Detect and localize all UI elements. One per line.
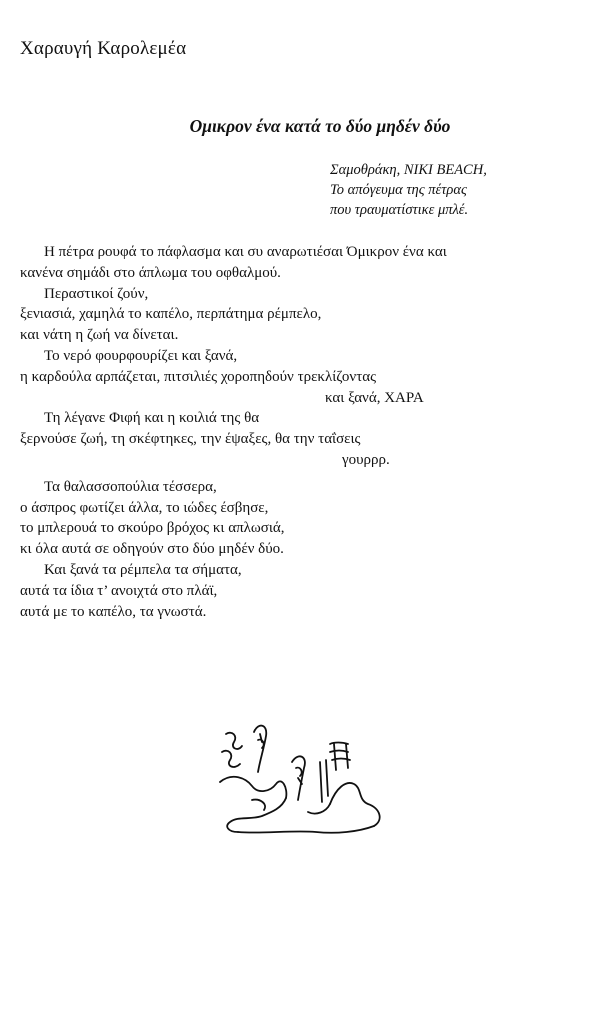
poem-line: Τη λέγανε Φιφή και η κοιλιά της θα bbox=[44, 410, 260, 427]
poem-title: Ομικρον ένα κατά το δύο μηδέν δύο bbox=[189, 116, 451, 136]
poem-line: η καρδούλα αρπάζεται, πιτσιλιές χοροπηδούν τρεκλίζοντας bbox=[20, 368, 377, 385]
dedication-line: Σαμοθράκη, NIKI BEACH, bbox=[330, 162, 487, 178]
dedication-block bbox=[330, 160, 487, 220]
poem-line: και ξανά, ΧΑΡΑ bbox=[325, 389, 424, 406]
poem-line: Περαστικοί ζούν, bbox=[44, 285, 149, 302]
poem-line: ξενιασιά, χαμηλά το καπέλο, περπάτημα ρέμπελο, bbox=[20, 306, 322, 323]
dedication-line: που τραυματίστικε μπλέ. bbox=[330, 202, 469, 218]
sketch-drawing-icon bbox=[212, 712, 392, 842]
poem-line: και νάτη η ζωή να δίνεται. bbox=[20, 327, 179, 344]
poem-line: Τα θαλασσοπούλια τέσσερα, bbox=[44, 478, 217, 495]
poem-line: αυτά τα ίδια τ’ ανοιχτά στο πλάϊ, bbox=[20, 582, 218, 599]
poem-line: ξερνούσε ζωή, τη σκέφτηκες, την έψαξες, θα την ταΐσεις bbox=[20, 431, 361, 448]
poem-line: κανένα σημάδι στο άπλωμα του οφθαλμού. bbox=[20, 264, 281, 281]
dedication-line: Το απόγευμα της πέτρας bbox=[330, 182, 467, 198]
poem-line: αυτά με το καπέλο, τα γνωστά. bbox=[20, 603, 207, 620]
author-name: Χαραυγή Καρολεμέα bbox=[20, 38, 187, 59]
poem-line: Το νερό φουρφουρίζει και ξανά, bbox=[44, 347, 238, 364]
poem-line: κι όλα αυτά σε οδηγούν στο δύο μηδέν δύο. bbox=[20, 541, 284, 558]
poem-line: γουρρρ. bbox=[342, 451, 390, 468]
poem-line: το μπλερουά το σκούρο βρόχος κι απλωσιά, bbox=[20, 520, 285, 537]
poem-line: ο άσπρος φωτίζει άλλα, το ιώδες έσβησε, bbox=[20, 499, 269, 516]
poem-line: Η πέτρα ρουφά το πάφλασμα και συ αναρωτιέσαι Όμικρον ένα και bbox=[44, 244, 447, 260]
poem-body bbox=[20, 242, 580, 622]
poem-line: Και ξανά τα ρέμπελα τα σήματα, bbox=[44, 561, 242, 578]
